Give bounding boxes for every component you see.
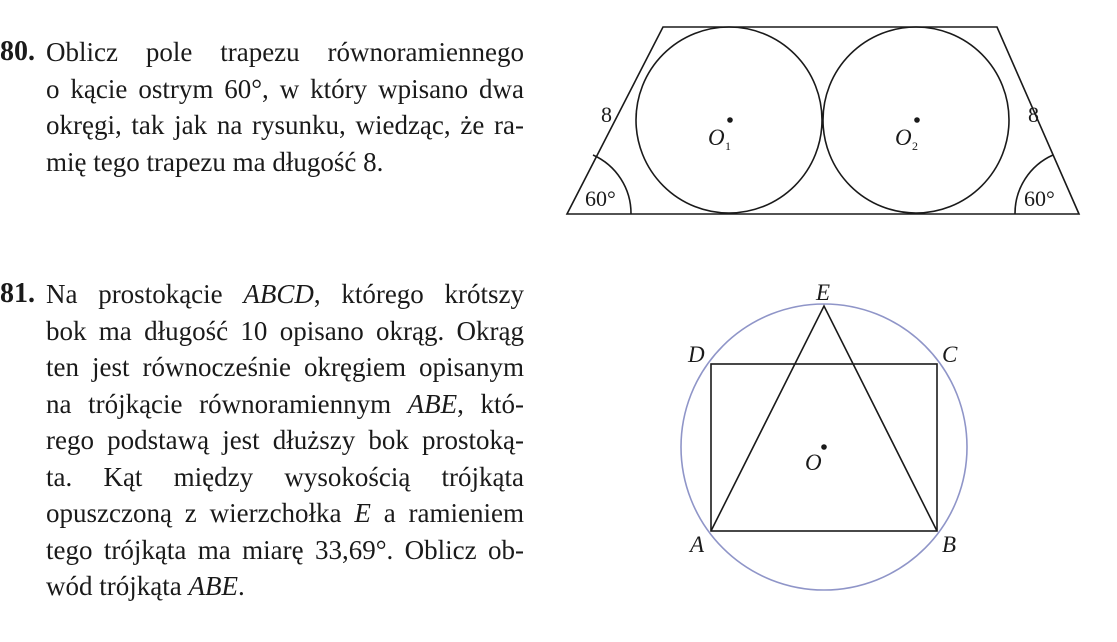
- center-label-o: O: [805, 450, 822, 475]
- problem-80-line-1: Oblicz pole trapezu równoramiennego: [46, 37, 524, 67]
- vertex-label-a: A: [690, 532, 705, 557]
- problem-81-line-5: rego podstawą jest dłuższy bok prostoką-: [46, 425, 524, 455]
- center-point-2: [914, 117, 920, 123]
- problem-81-line-2: bok ma długość 10 opisano okrąg. Okrąg: [46, 315, 524, 346]
- side-label-left: 8: [601, 102, 612, 127]
- vertex-label-e: E: [816, 280, 831, 305]
- problem-81-line-9: wód trójkąta ABE.: [46, 571, 245, 601]
- vertex-label-d: D: [688, 342, 705, 367]
- problem-81-line-8: tego trójkąta ma miarę 33,69°. Oblicz ob-: [46, 534, 524, 565]
- problem-80-line-4: mię tego trapezu ma długość 8.: [46, 146, 384, 177]
- vertex-label-b: B: [942, 532, 957, 557]
- problem-81-line-6: ta. Kąt między wysokością trójkąta: [46, 461, 524, 492]
- problem-81-line-7: opuszczoną z wierzchołka E a ramieniem: [46, 498, 525, 528]
- side-label-right: 8: [1028, 102, 1039, 127]
- angle-label-left: 60°: [585, 186, 616, 211]
- center-label-1-sub: 1: [725, 139, 731, 153]
- problem-80-line-2: o kącie ostrym 60°, w który wpisano dwa: [46, 73, 524, 104]
- problem-81-line-3: ten jest równocześnie okręgiem opisanym: [46, 352, 524, 382]
- problem-81-text: [46, 276, 524, 605]
- angle-label-right: 60°: [1024, 186, 1055, 211]
- center-label-1: O: [708, 125, 725, 150]
- problem-80-number: 80.: [0, 36, 35, 67]
- center-label-2: O: [895, 125, 912, 150]
- problem-81-number: 81.: [0, 278, 35, 309]
- center-point-1: [727, 117, 733, 123]
- problem-81: [0, 276, 530, 616]
- problem-81-line-4: na trójkącie równoramiennym ABE, któ-: [46, 388, 524, 419]
- problem-81-line-1: Na prostokącie ABCD, którego krótszy: [46, 279, 524, 309]
- vertex-label-c: C: [942, 342, 958, 367]
- center-label-2-sub: 2: [912, 139, 918, 153]
- problem-80-line-3: okręgi, tak jak na rysunku, wiedząc, że ra-: [46, 110, 524, 140]
